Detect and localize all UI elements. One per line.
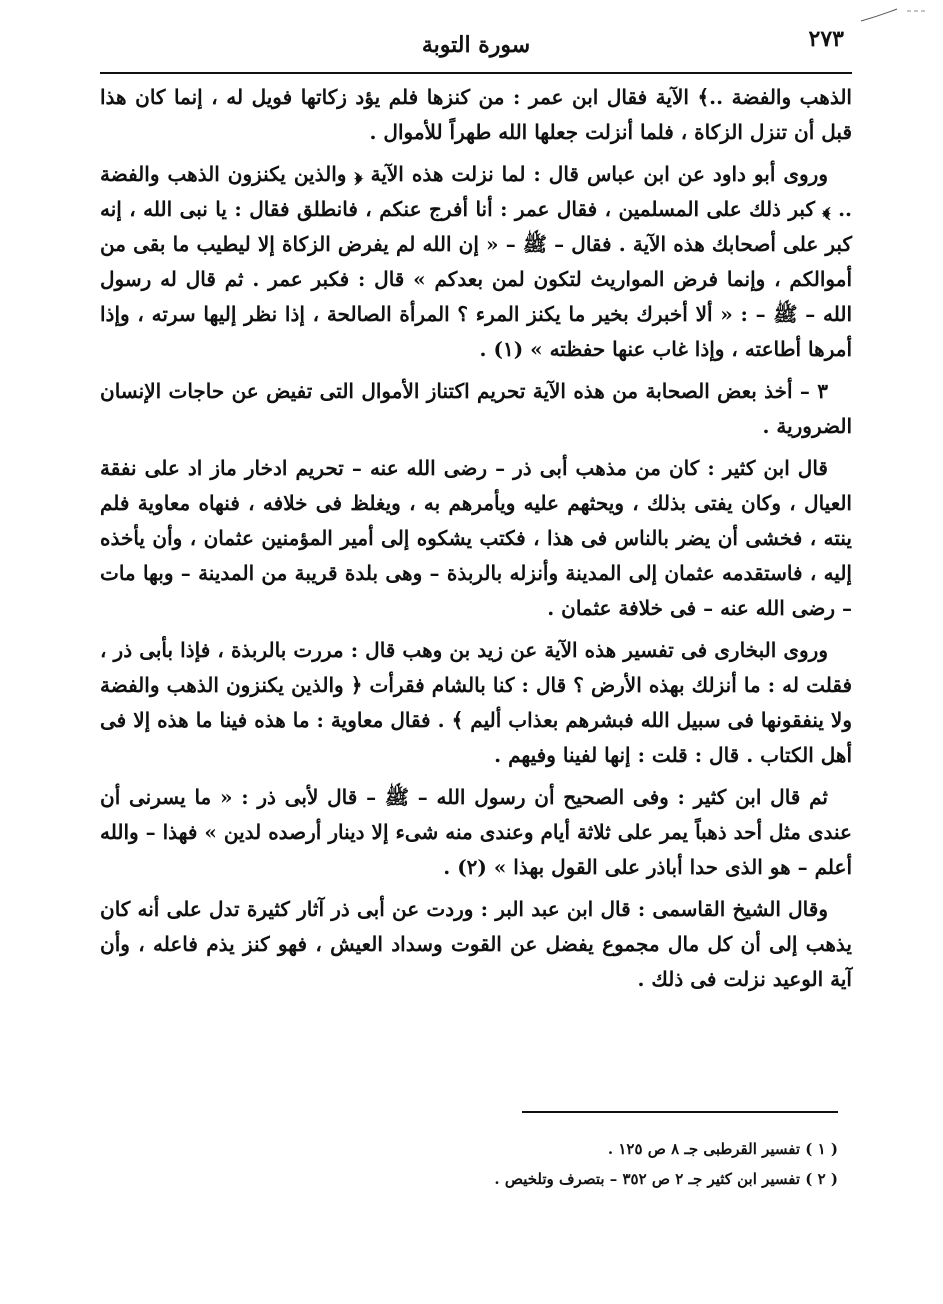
paragraph: وروى أبو داود عن ابن عباس قال : لما نزلت هذه الآية ﴿ والذين يكنزون الذهب والفضة .. ﴾ كبر ذلك على المسلمين ، فقال عمر : أنا أفرج عنكم ، فانطلق فقال : يا نبى الله ، إنه كبر على أصحابك هذه الآية . فقال – ﷺ – « إن الله لم يفرض الزكاة إلا ليطيب ما بقى من أموالكم ، وإنما فرض المواريث لتكون لمن بعدكم » قال : فكبر عمر . ثم قال له رسول الله – ﷺ – : « ألا أخبرك بخير ما يكنز المرء ؟ المرأة الصالحة ، إذا نظر إليها سرته ، وإذا أمرها أطاعته ، وإذا غاب عنها حفظته » (١) . <box>100 162 852 361</box>
page-number: ٢٧٣ <box>808 26 844 52</box>
paragraph: ثم قال ابن كثير : وفى الصحيح أن رسول الله – ﷺ – قال لأبى ذر : « ما يسرنى أن عندى مثل أحد ذهباً يمر على ثلاثة أيام وعندى منه شىء إلا دينار أرصده لدين » فهذا – والله أعلم – هو الذى حدا أباذر على القول بهذا » (٢) . <box>100 785 852 879</box>
footnotes <box>300 1134 838 1194</box>
paragraph: ٣ – أخذ بعض الصحابة من هذه الآية تحريم اكتناز الأموال التى تفيض عن حاجات الإنسان الضرورية . <box>100 379 852 438</box>
header-rule <box>100 72 852 74</box>
page-header <box>100 18 852 74</box>
footnote-separator <box>522 1111 838 1113</box>
footnote: ( ٢ ) تفسير ابن كثير جـ ٢ ص ٣٥٢ – بتصرف وتلخيص . <box>494 1170 838 1188</box>
paragraph: قال ابن كثير : كان من مذهب أبى ذر – رضى الله عنه – تحريم ادخار ماز اد على نفقة العيال ، وكان يفتى بذلك ، ويحثهم عليه ويأمرهم به ، ويغلظ فى خلافه ، فنهاه معاوية فلم ينته ، فخشى أن يضر بالناس فى هذا ، فكتب يشكوه إلى أمير المؤمنين عثمان ، وأن يأخذه إليه ، فاستقدمه عثمان إلى المدينة وأنزله بالربذة – وهى بلدة قريبة من المدينة – وبها مات – رضى الله عنه – فى خلافة عثمان . <box>100 456 852 620</box>
paragraph: وروى البخارى فى تفسير هذه الآية عن زيد بن وهب قال : مررت بالربذة ، فإذا بأبى ذر ، فقلت له : ما أنزلك بهذه الأرض ؟ قال : كنا بالشام فقرأت ﴿ والذين يكنزون الذهب والفضة ولا ينفقونها فى سبيل الله فبشرهم بعذاب أليم ﴾ . فقال معاوية : ما هذه فينا ما هذه إلا فى أهل الكتاب . قال : قلت : إنها لفينا وفيهم . <box>100 638 853 767</box>
pen-stroke-mark <box>859 4 929 24</box>
main-text <box>100 80 852 1004</box>
footnote: ( ١ ) تفسير القرطبى جـ ٨ ص ١٢٥ . <box>607 1140 838 1158</box>
running-title: سورة التوبة <box>421 32 531 58</box>
paragraph: الذهب والفضة ..﴾ الآية فقال ابن عمر : من كنزها فلم يؤد زكاتها فويل له ، إنما كان هذا قبل أن تنزل الزكاة ، فلما أنزلت جعلها الله طهراً للأموال . <box>100 85 852 144</box>
paragraph: وقال الشيخ القاسمى : قال ابن عبد البر : وردت عن أبى ذر آثار كثيرة تدل على أنه كان يذهب إلى أن كل مال مجموع يفضل عن القوت وسداد العيش ، فهو كنز يذم فاعله ، وأن آية الوعيد نزلت فى ذلك . <box>100 897 852 991</box>
